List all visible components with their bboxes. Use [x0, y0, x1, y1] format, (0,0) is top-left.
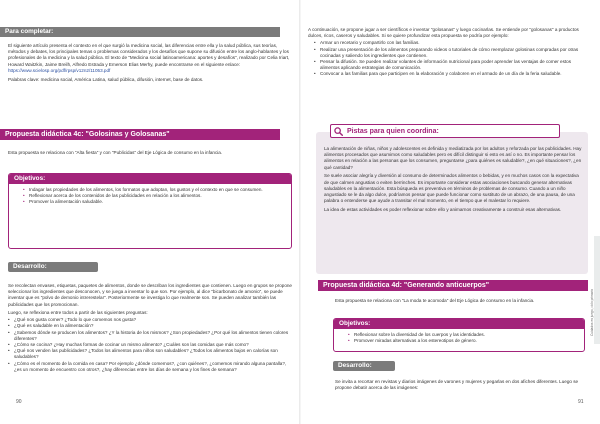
propuesta-4d-header: Propuesta didáctica 4d: "Generando anticuerpos"	[318, 280, 588, 291]
propuesta-4d-intro: Esta propuesta se relaciona con "La moda te acomoda" del Eje Lógica de consumo en la infancia.	[335, 298, 535, 303]
pistas-title: Pistas para quien coordina:	[347, 128, 439, 135]
objetivos-header-right: Objetivos:	[334, 319, 584, 329]
objetivos-list-left	[9, 184, 291, 206]
objetivo-item: • Promover la alimentación saludable.	[23, 199, 285, 205]
question-item: • ¿Qué es saludable en la alimentación?	[8, 323, 292, 329]
para-completar-p1: El siguiente artículo presenta el contexto en el que surgió la medicina social, las diferencias entre ella y la salud pública, sus teorías, métodos y debates, los principales temas o problemas considerados y los desafíos que supone su difusión entre los anglo-hablantes y los profesionales de la medicina y la salud pública. El texto de "Medicina social latinoamericana: aportes y desafíos", realizado por Celia Iriart, Howard Waitzkin, Jaime Breilh, Alfredo Estrada y Emerson Elias Merhy, puede encontrarse en el siguiente enlace:	[8, 43, 290, 67]
list-item: • Pensar la difusión. Se pueden realizar volantes de información nutricional para poder aprender las ventajas de comer estos alimentos aplicando estrategias de comunicación.	[314, 59, 588, 71]
desarrollo-box-right	[333, 361, 395, 372]
desarrollo-body-right: Se invita a recortar en revistas y diarios imágenes de varones y mujeres y pegarlas en dos afiches diferentes. Luego se propone debatir acerca de las imágenes:	[335, 379, 579, 391]
propuesta-4c-intro: Esta propuesta se relaciona con "Alta fiesta" y con "Publicidas" del Eje Lógica de consumo en la infancia.	[8, 150, 223, 155]
question-item: • ¿Sabemos dónde se producen los alimentos? ¿Y la historia de los mismos? ¿Son propiedades? ¿Por qué los alimentos tienen colores diferentes?	[8, 330, 292, 342]
desarrollo-header-right: Desarrollo:	[333, 361, 395, 371]
question-item: • ¿Qué nos venden las publicidades? ¿Todos los alimentos para niños son saludables? ¿Todos los alimentos bajos en calorías son saludables?	[8, 348, 292, 360]
intro-p1-right: A continuación, se propone jugar a ser científicos e inventar "golosanas" y luego cocinarlas. Se entiende por "golosanas" a productos dulces, ricos, caseros y saludables. Si se quiere profundizar esta propuesta se podría por ejemplo:	[308, 27, 579, 39]
desarrollo-p2-left: Luego, se reflexiona entre todos a partir de las siguientes preguntas:	[8, 310, 148, 316]
list-item: • Armar un recetario y compartirlo con las familias.	[314, 40, 588, 46]
pistas-header	[330, 124, 560, 138]
desarrollo-box-left	[8, 262, 98, 275]
magnifier-icon	[334, 127, 343, 136]
pistas-box	[316, 132, 588, 274]
propuesta-4c-header: Propuesta didáctica 4c: "Golosinas y Golosanas"	[0, 129, 280, 140]
sidebar-text: Cuidados en juego, ciclo primario	[590, 288, 594, 336]
page-number-right: 91	[578, 399, 584, 405]
objetivo-item: • Promover miradas alternativas a los estereotipos de género.	[348, 338, 578, 344]
question-item: • ¿Qué nos gusta comer? ¿Todo lo que comemos nos gusta?	[8, 317, 292, 323]
objetivos-list-right	[334, 329, 584, 344]
pistas-p2: Se suele asociar alegría y diversión al consumo de determinados alimentos o bebidas, y en muchos casos con la expectativa de que calmen angustias o eviten berrinches. Es importante considerar estas asociaciones buscando generar alternativas saludables en la alimentación. Esta búsqueda es preventiva en términos de problemas de consumo. Cuando a un niño angustiado se le da algo dulce, podríamos pensar que puede funcionar como sustituto de un abrazo, de una pausa, de una palabra o entenderse que ayude a transitar el mal momento, en el tiempo que el malestar lo requiere.	[324, 173, 579, 204]
pistas-p3: La idea de estas actividades es poder reflexionar sobre ello y animarnos creativamente a construir esas alternativas.	[324, 207, 562, 213]
question-item: • ¿Cómo se cocina? ¿Hay muchas formas de cocinar un mismo alimento? ¿Cuáles son las comidas que más como?	[8, 342, 292, 348]
objetivo-item: • Reflexionar acerca de los contenidos de las publicidades en relación a los alimentos.	[23, 193, 285, 199]
objetivo-item: • Indagar las propiedades de los alimentos, los formatos que adoptan, los gustos y el contexto en que se consumen.	[23, 187, 285, 193]
desarrollo-body-left	[8, 283, 292, 373]
objetivo-item: • Reflexionar sobre la diversidad de los cuerpos y las identidades.	[348, 332, 578, 338]
objetivos-box-right	[333, 318, 585, 352]
sidebar-strip	[594, 236, 600, 344]
question-item: • ¿Cómo es el momento de la comida en casa? Por ejemplo ¿dónde comemos?, ¿con quiénes?, ¿comemos mirando alguna pantalla?, ¿es un momento de encuentro con otros?, ¿hay diferencias entre los días de semana y los fines de semana?	[8, 361, 292, 373]
page-number-left: 90	[16, 399, 22, 405]
para-completar-body	[8, 43, 292, 86]
pistas-p1: La alimentación de niñas, niños y adolescentes es definida y mediatizada por los adultos y reforzada por las publicidades. Hay alimentos procesados que asumimos como saludables pero es difícil distinguir si esto es así o no. Es importante pensar los alimentos en relación a las personas que los consumen, preguntarse ¿para quiénes es saludable?, ¿en qué situaciones?, ¿en qué cantidad?	[324, 146, 582, 170]
para-completar-header: Para completar:	[0, 27, 280, 37]
objetivos-header-left: Objetivos:	[9, 174, 291, 184]
article-link[interactable]: https://www.scielosp.org/pdf/rpsp/v12n2/11053.pdf	[8, 68, 111, 74]
desarrollo-p1-left: Se recolectan envases, etiquetas, paquetes de alimentos, donde se describan los ingredientes que contienen. Luego en grupos se propone seleccionar los ingredientes que desconocen, y se juega a inventar lo que son. Por ejemplo, al dice "bicarbonato de amonio", se puede inventar que es "polvo de demonio intrerestelar". Posteriormente se investiga lo que realmente son. Se pueden analizar también las publicidades que los promocionan.	[8, 283, 292, 307]
list-item: • Realizar una presentación de los alimentos preparando videos o tutoriales de cómo reemplazar golosinas compradas por otras cocinadas y saliendo los ingredientes que contienen.	[314, 47, 588, 59]
list-item: • Convocar a las familias para que participen en la elaboración y colaboren en el armado de un día de la feria saludable.	[314, 71, 588, 77]
pistas-body	[324, 146, 582, 216]
para-completar-p2: Palabras clave: medicina social, América Latina, salud pública, difusión, internet, base de datos.	[8, 77, 204, 83]
intro-body-right	[308, 27, 588, 78]
desarrollo-header-left: Desarrollo:	[8, 262, 98, 272]
objetivos-box-left	[8, 173, 292, 249]
